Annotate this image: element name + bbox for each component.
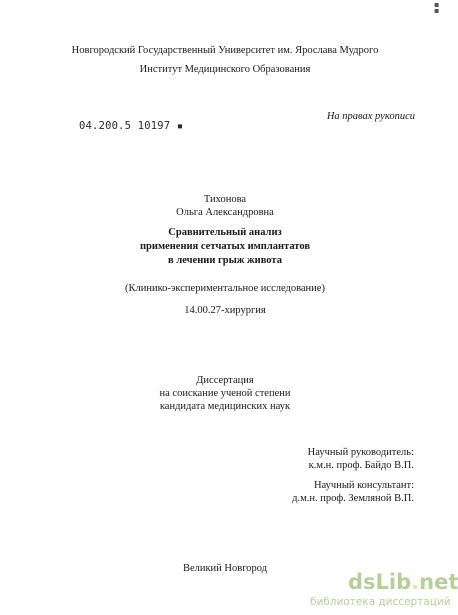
manuscript-rights-note: На правах рукописи [326, 111, 415, 122]
supervisor-name: к.м.н. проф. Байдо В.П. [308, 460, 414, 471]
consultant-label: Научный консультант: [313, 480, 414, 491]
archive-stamp-number: 04.200.5 10197 ▪ [79, 120, 184, 132]
degree-line-2: на соискание ученой степени [159, 388, 291, 399]
supervisor-label: Научный руководитель: [307, 447, 414, 458]
watermark-subtitle: библиотека диссертаций [310, 596, 451, 608]
study-type: (Клинико-экспериментальное исследование) [125, 283, 325, 294]
city-name: Великий Новгород [182, 563, 268, 574]
degree-line-3: кандидата медицинских наук [159, 401, 291, 412]
thesis-title-line-3: в лечении грыж живота [168, 255, 282, 266]
thesis-title-line-2: применения сетчатых имплантатов [140, 241, 310, 252]
consultant-name: д.м.н. проф. Земляной В.П. [292, 493, 414, 504]
thesis-title-line-1: Сравнительный анализ [168, 227, 282, 238]
university-name: Новгородский Государственный Университет им. Ярослава Мудрого [71, 45, 379, 56]
institute-name: Институт Медицинского Образования [139, 64, 311, 75]
scan-corner-mark: ▪ ▪ [434, 0, 440, 15]
watermark-logo: dsLib.net [348, 570, 458, 594]
dslib-watermark [310, 570, 458, 615]
author-surname: Тихонова [203, 194, 247, 205]
specialty-code: 14.00.27-хирургия [184, 305, 266, 316]
degree-line-1: Диссертация [196, 375, 254, 386]
author-given-names: Ольга Александровна [176, 207, 274, 218]
